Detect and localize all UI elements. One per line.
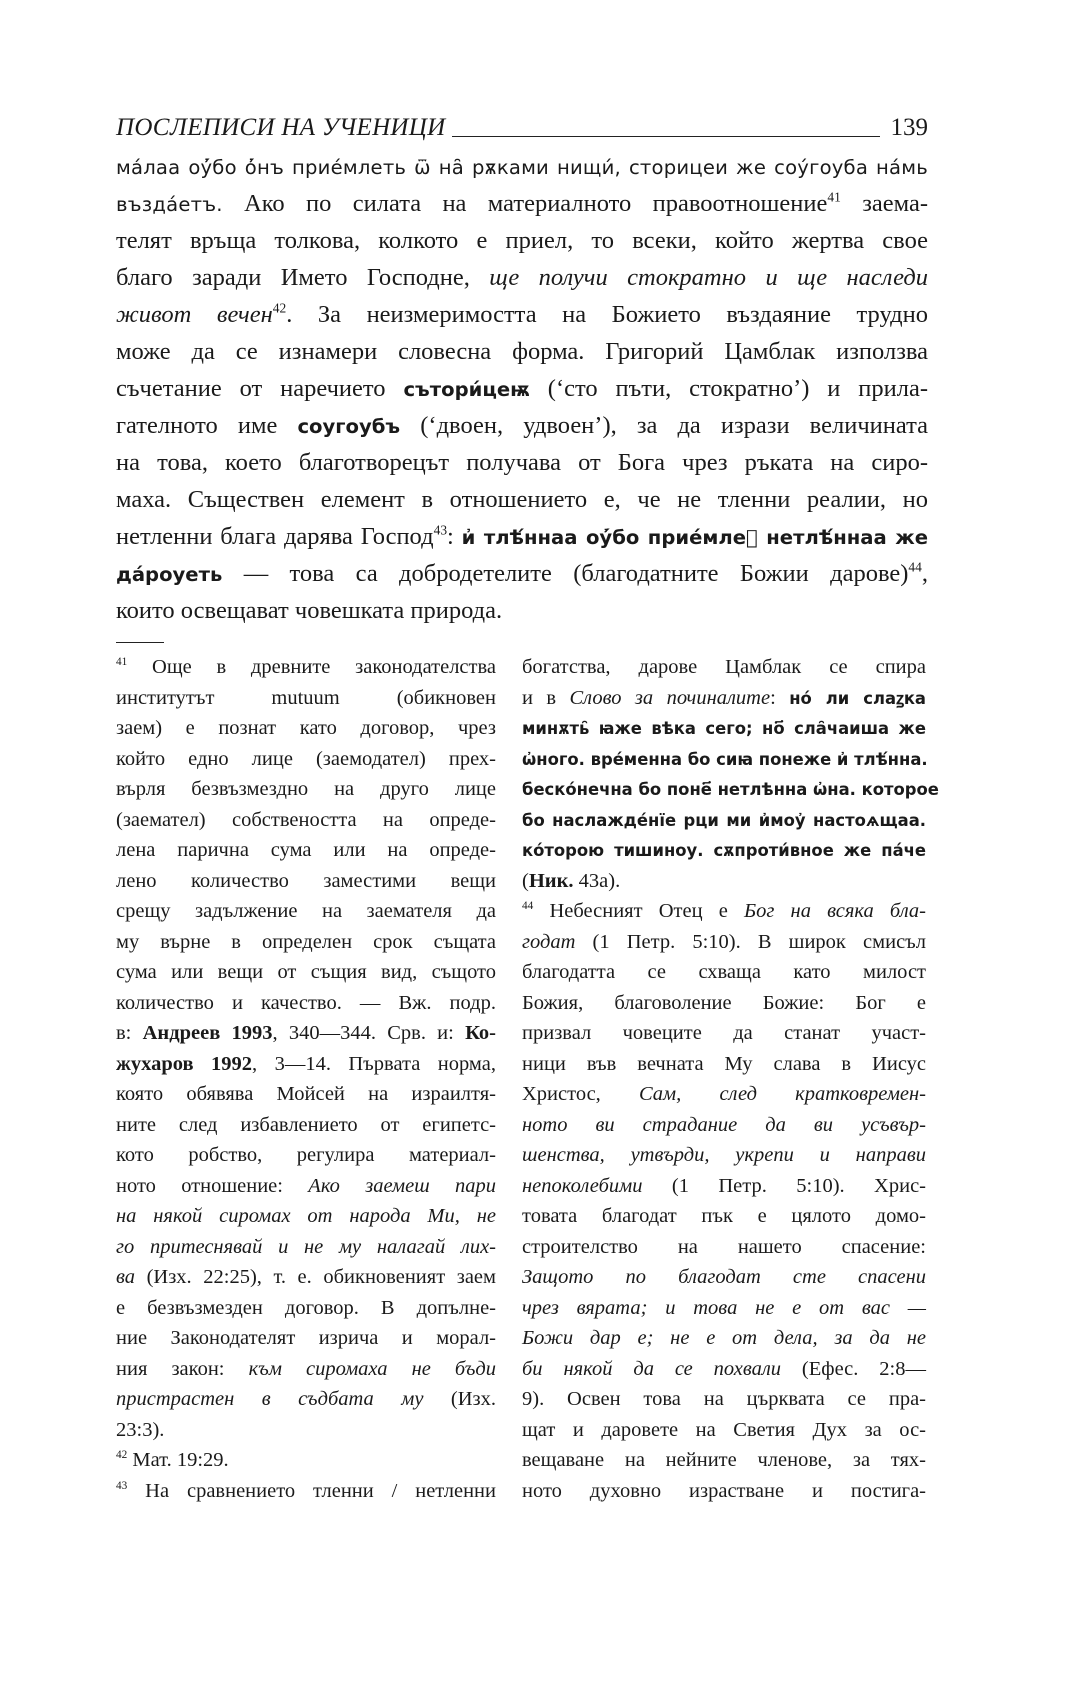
text-run: 9). Освен това на църквата се пра- <box>522 1388 926 1410</box>
text-run: Мат. 19:29. <box>127 1449 229 1471</box>
text-run: маха. Съществен елемент в отношението е, че не тленни реалии, но <box>116 486 928 513</box>
text-line <box>116 713 496 744</box>
footnote-marker[interactable]: 42 <box>116 1449 128 1462</box>
italic-quote: пристрастен в съдбата му <box>116 1388 424 1410</box>
text-line <box>522 1476 926 1507</box>
text-line <box>116 444 928 481</box>
text-line <box>522 683 926 714</box>
italic-quote: шенства, утвърди, укрепи и направи <box>522 1144 926 1166</box>
text-run: (‘двоен, удвоен’), за да изрази величината <box>400 412 928 439</box>
text-run: 43а). <box>573 869 621 892</box>
text-run: в: <box>116 1022 143 1044</box>
text-run: На сравнението тленни / нетленни <box>127 1479 496 1502</box>
text-run: благо заради Името Господне, <box>116 264 490 291</box>
text-line <box>522 1354 926 1385</box>
text-run: заема- <box>840 190 928 217</box>
church-slavonic-quote: но́ ли слаꙁка <box>789 688 926 708</box>
text-line <box>522 1323 926 1354</box>
header-rule <box>446 136 880 137</box>
text-run: . За неизмеримостта на Божието въздаяние трудно <box>286 301 929 328</box>
text-line <box>522 1201 926 1232</box>
text-run: богатства, дарове Цамблак се спира <box>522 656 926 678</box>
footnotes-left-column <box>116 652 496 1506</box>
text-line <box>522 774 939 805</box>
text-line <box>522 1384 926 1415</box>
text-line <box>116 652 496 683</box>
text-run: лена парична сума или на опреде- <box>116 839 496 861</box>
text-line <box>116 222 928 259</box>
text-run: , 340—344. Срв. и: <box>272 1022 466 1044</box>
bold-reference: Андреев 1993 <box>142 1022 273 1044</box>
text-run: лено количество заместими вещи <box>116 869 496 892</box>
italic-quote: годат <box>522 930 576 953</box>
text-line <box>522 1049 926 1080</box>
text-run: заем) е познат като договор, чрез <box>116 717 496 739</box>
church-slavonic-quote: и҆ тлѣ́ннаа оу҆́бо прие́млеⷮ нетлѣ́ннаа же <box>461 526 929 549</box>
text-line <box>116 805 496 836</box>
text-run: му върне в определен срок същата <box>116 930 496 953</box>
church-slavonic-quote: беско́нечна бо поне҃ нетлѣнна ѡ҆на. которое <box>522 780 939 799</box>
text-run: сума или вещи от същия вид, същото <box>116 961 496 983</box>
text-line <box>522 866 926 897</box>
church-slavonic-quote: минѫть̑ ꙗже вѣка сего; но҃ сла̑чаиша же <box>522 719 926 738</box>
italic-quote: живот вечен <box>116 301 273 328</box>
text-line <box>522 988 926 1019</box>
text-line <box>522 744 926 775</box>
text-run: институтът mutuum (обикновен <box>116 686 496 709</box>
italic-quote: Слово за починалите <box>569 686 771 709</box>
text-line <box>522 896 926 927</box>
text-line <box>116 896 496 927</box>
text-line <box>116 333 928 370</box>
text-run: ното духовно израстване и постига- <box>522 1479 926 1502</box>
body-text <box>116 148 928 629</box>
italic-quote: би някой да се похвали <box>522 1357 782 1380</box>
text-run: върля безвъзмездно на друго лице <box>116 778 496 800</box>
text-line <box>522 713 926 744</box>
text-run: съчетание от наречието <box>116 375 404 402</box>
text-run: и в <box>522 686 570 709</box>
text-run: ние Законодателят изрича и морал- <box>116 1327 496 1349</box>
text-line <box>116 683 496 714</box>
text-run: срещу задължение на заемателя да <box>116 900 496 922</box>
text-line <box>116 1445 496 1476</box>
text-line <box>116 370 928 407</box>
footnotes-right-column <box>522 652 939 1506</box>
text-line <box>116 1110 496 1141</box>
italic-quote: ва <box>116 1266 136 1288</box>
running-header <box>116 108 928 148</box>
text-run: : <box>447 523 462 550</box>
italic-quote: чрез вярата; и това не е от вас — <box>522 1296 926 1319</box>
footnote-marker[interactable]: 43 <box>116 1479 128 1492</box>
text-run: количество и качество. — Вж. подр. <box>116 991 496 1014</box>
footnote-marker[interactable]: 43 <box>433 522 448 538</box>
text-run: ните след избавлението от египетс- <box>116 1113 496 1136</box>
text-line <box>116 407 928 444</box>
text-run: Небесният Отец е <box>533 900 745 922</box>
text-run: може да се изнамери словесна форма. Григорий Цамблак използва <box>116 338 928 365</box>
text-run: вещаване на нейните членове, за тях- <box>522 1449 926 1471</box>
text-run: (1 Петр. 5:10). Хрис- <box>642 1174 926 1197</box>
text-line <box>116 1354 496 1385</box>
church-slavonic-quote: соугоубъ <box>297 415 401 438</box>
text-run: ници във вечната Му слава в Иисус <box>522 1052 926 1075</box>
text-run: е безвъзмезден договор. В допълне- <box>116 1296 496 1319</box>
church-slavonic-quote: възда́етъ. <box>116 193 223 216</box>
text-run: кото робство, регулира материал- <box>116 1144 496 1166</box>
church-slavonic-quote: ѡ҆ного. вре́менна бо сиꙗ понеже и҆ тлѣ́нна. <box>522 749 928 769</box>
italic-quote: към сиромаха не бъди <box>248 1357 496 1380</box>
text-run: благодатта се схваща като милост <box>522 961 926 983</box>
text-run: щат и даровете на Светия Дух за ос- <box>522 1418 926 1441</box>
text-line <box>522 1262 926 1293</box>
text-line <box>116 1171 496 1202</box>
text-line <box>116 481 928 518</box>
text-run: (Изх. 22:25), т. е. обикновеният заем <box>135 1266 496 1288</box>
text-run: гателното име <box>116 412 298 439</box>
text-run: (Изх. <box>423 1388 496 1410</box>
church-slavonic-quote: ко́торою тишиноу. сѫпроти́вное же па́че <box>522 841 926 860</box>
text-line <box>522 1079 926 1110</box>
text-line <box>116 866 496 897</box>
text-line <box>522 835 926 866</box>
text-line <box>116 1323 496 1354</box>
text-line <box>116 1201 496 1232</box>
church-slavonic-quote: сътори́цеѭ <box>403 378 530 401</box>
footnote-separator <box>116 642 164 643</box>
text-line <box>116 592 928 629</box>
text-line <box>116 555 928 592</box>
text-run: ния закон: <box>116 1357 249 1380</box>
text-run: на това, което благотворецът получава от Бога чрез ръката на сиро- <box>116 449 928 476</box>
text-run: ното отношение: <box>116 1174 309 1197</box>
text-run: нетленни блага дарява Господ <box>116 523 434 550</box>
text-run: , <box>921 560 928 587</box>
text-line <box>116 1384 496 1415</box>
footnote-marker[interactable]: 42 <box>272 300 287 316</box>
text-run: товата благодат пък е цялото домо- <box>522 1205 926 1227</box>
text-line <box>116 957 496 988</box>
footnote-marker[interactable]: 41 <box>116 656 128 669</box>
italic-quote: Бог на всяка бла- <box>744 900 926 922</box>
text-run: телят връща толкова, колкото е приел, то всеки, който жертва свое <box>116 227 928 254</box>
bold-reference: Ко- <box>465 1022 496 1044</box>
text-line <box>116 1262 496 1293</box>
text-line <box>116 927 496 958</box>
text-run: ( <box>522 869 529 892</box>
text-run: — това са добродетелите (благодатните Божии дарове) <box>222 560 909 587</box>
text-line <box>522 1018 926 1049</box>
text-run: Христос, <box>522 1083 639 1105</box>
text-line <box>522 805 926 836</box>
text-run: 23:3). <box>116 1418 165 1441</box>
text-line <box>522 1445 926 1476</box>
italic-quote: непоколебими <box>522 1174 643 1197</box>
text-run: призвал човеците да станат участ- <box>522 1022 926 1044</box>
text-line <box>522 652 926 683</box>
italic-quote: Ако заемеш пари <box>308 1174 496 1197</box>
text-line <box>116 259 928 296</box>
text-run: (‘сто пъти, стократно’) и прила- <box>529 375 928 402</box>
italic-quote: Сам, след кратковремен- <box>638 1083 926 1105</box>
text-run: Още в древните законодателства <box>127 656 496 678</box>
text-line <box>116 518 928 555</box>
church-slavonic-quote: да́роуеть <box>116 563 223 586</box>
text-run: Ако по силата на материалното правоотношение <box>222 190 828 217</box>
text-run: , 3—14. Първата норма, <box>252 1052 496 1075</box>
text-line <box>116 185 928 222</box>
text-run: които освещават човешката природа. <box>116 597 503 624</box>
text-line <box>116 1293 496 1324</box>
footnote-marker[interactable]: 44 <box>908 559 922 575</box>
text-line <box>116 1415 496 1446</box>
text-line <box>116 1476 496 1507</box>
page-number: 139 <box>890 114 928 141</box>
italic-quote: Божи дар е; не е от дела, за да не <box>522 1327 926 1349</box>
text-line <box>116 1018 496 1049</box>
text-run: която обявява Мойсей на израилтя- <box>116 1083 496 1105</box>
text-line <box>116 1140 496 1171</box>
italic-quote: го притеснявай и не му налагай лих- <box>116 1235 496 1258</box>
text-run: (Ефес. 2:8— <box>781 1357 926 1380</box>
text-run: (1 Петр. 5:10). В широк смисъл <box>575 930 926 953</box>
text-line <box>522 1171 926 1202</box>
running-title: ПОСЛЕПИСИ НА УЧЕНИЦИ <box>116 114 452 142</box>
footnote-marker[interactable]: 41 <box>827 189 841 205</box>
text-line <box>522 1110 926 1141</box>
text-line <box>522 1140 926 1171</box>
text-line <box>522 927 926 958</box>
text-run: : <box>770 686 790 709</box>
bold-reference: Ник. <box>528 869 574 892</box>
footnote-marker[interactable]: 44 <box>522 900 534 913</box>
italic-quote: ното ви страдание да ви усъвър- <box>522 1113 926 1136</box>
text-line <box>116 148 928 185</box>
text-line <box>522 1415 926 1446</box>
text-run: (заемател) собствеността на опреде- <box>116 808 496 831</box>
text-line <box>116 988 496 1019</box>
text-line <box>116 744 496 775</box>
text-line <box>116 774 496 805</box>
italic-quote: ще получи стократно и ще наследи <box>489 264 928 291</box>
text-run: който едно лице (заемодател) прех- <box>116 747 496 770</box>
italic-quote: Защото по благодат сте спасени <box>522 1266 926 1288</box>
text-line <box>116 296 928 333</box>
text-line <box>522 1232 926 1263</box>
text-run: строителство на нашето спасение: <box>522 1235 926 1258</box>
church-slavonic-quote: ма́лаа оу҆́бо о҆́нъ прие́млеть ѿ на̑ рѫками нищи́, сторицеи же соу́гоуба на́мь <box>116 156 928 179</box>
text-line <box>116 1232 496 1263</box>
text-line <box>116 1049 496 1080</box>
text-line <box>116 835 496 866</box>
text-run: Божия, благоволение Божие: Бог е <box>522 991 926 1014</box>
bold-reference: жухаров 1992 <box>116 1052 252 1075</box>
church-slavonic-quote: бо наслажде́нїе рци ми и҆моу҆ настоѧщаа. <box>522 810 926 830</box>
text-line <box>116 1079 496 1110</box>
text-line <box>522 957 926 988</box>
italic-quote: на някой сиромах от народа Ми, не <box>116 1205 496 1227</box>
text-line <box>522 1293 926 1324</box>
